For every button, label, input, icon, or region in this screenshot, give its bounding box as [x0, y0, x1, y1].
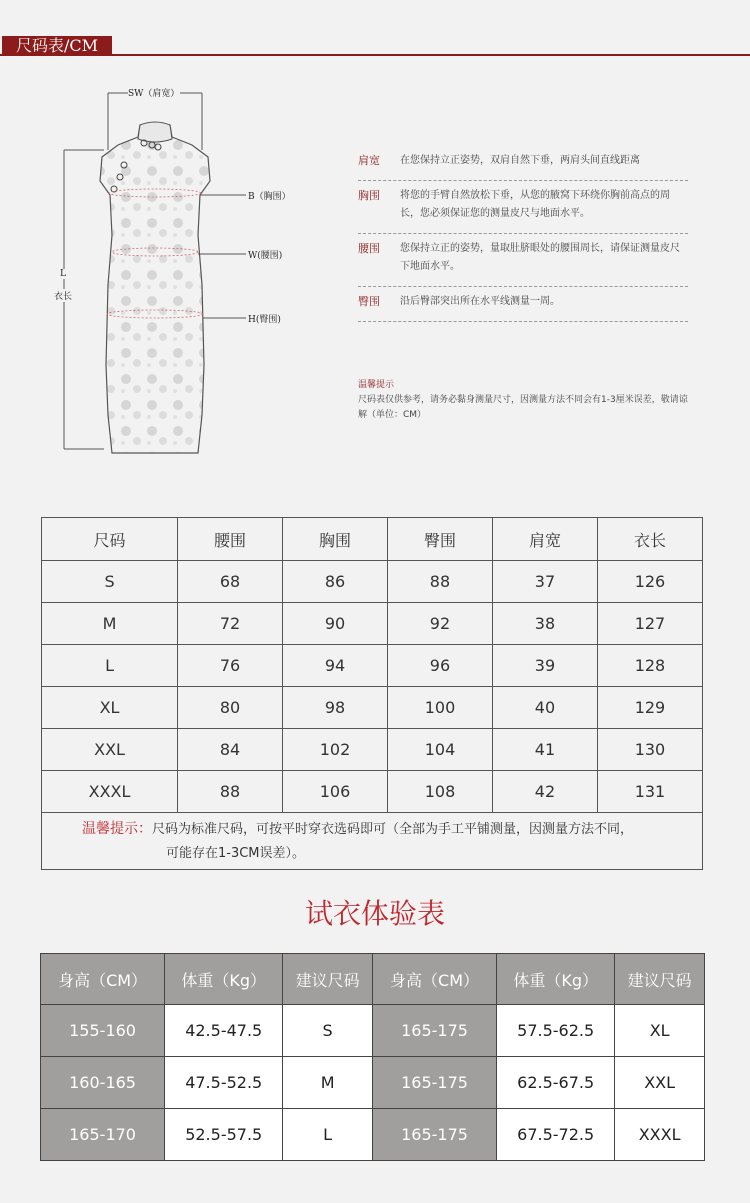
table-cell: 42 — [492, 771, 597, 813]
table-row — [42, 561, 703, 603]
note-lead: 温馨提示： — [82, 820, 152, 837]
table-cell: M — [42, 603, 178, 645]
header-cell: 身高（CM） — [372, 954, 496, 1005]
header-cell: 体重（Kg） — [165, 954, 283, 1005]
header-cell: 体重（Kg） — [497, 954, 615, 1005]
table-cell: 98 — [283, 687, 388, 729]
definition-term: 腰围 — [358, 242, 380, 255]
size-table — [41, 517, 703, 870]
tips-title: 温馨提示 — [358, 380, 395, 390]
tryon-title: 试衣体验表 — [304, 897, 445, 930]
table-cell: 88 — [178, 771, 283, 813]
section-title: 尺码表/CM — [2, 36, 112, 56]
table-cell: 130 — [597, 729, 702, 771]
definition-text: 将您的手臂自然放松下垂，从您的腋窝下环绕你胸前高点的周长，您必须保证您的测量皮尺与地面水平。 — [400, 190, 670, 219]
table-cell: L — [42, 645, 178, 687]
definition-text: 在您保持立正姿势，双肩自然下垂，两肩头间直线距离 — [400, 155, 640, 166]
definition-item — [358, 146, 688, 181]
tips-box — [358, 378, 688, 423]
header-divider — [0, 54, 750, 56]
header-cell: 身高（CM） — [41, 954, 165, 1005]
table-cell: XXXL — [42, 771, 178, 813]
definition-text: 沿后臀部突出所在水平线测量一周。 — [400, 296, 560, 307]
table-note — [42, 813, 703, 870]
table-header-row — [41, 954, 705, 1005]
table-cell: 102 — [283, 729, 388, 771]
definition-term: 胸围 — [358, 189, 380, 202]
definition-term: 肩宽 — [358, 154, 380, 167]
definition-text: 您保持立正的姿势，量取肚脐眼处的腰围周长，请保证测量皮尺下地面水平。 — [400, 243, 680, 272]
header-cell: 衣长 — [597, 518, 702, 561]
table-row — [42, 645, 703, 687]
definition-item — [358, 181, 688, 234]
length-desc: 衣长 — [54, 289, 72, 302]
note-text-2: 可能存在1-3CM误差）。 — [166, 845, 306, 861]
bust-label: B（胸围） — [248, 192, 291, 202]
table-cell: XL — [42, 687, 178, 729]
dress-illustration — [40, 85, 340, 465]
table-cell: 41 — [492, 729, 597, 771]
table-cell: 96 — [388, 645, 493, 687]
sw-label: SW（肩宽） — [128, 89, 180, 99]
table-cell: 47.5-52.5 — [165, 1057, 283, 1109]
table-cell: 52.5-57.5 — [165, 1109, 283, 1161]
header-cell: 肩宽 — [492, 518, 597, 561]
table-cell: 80 — [178, 687, 283, 729]
table-cell: 104 — [388, 729, 493, 771]
table-cell: 165-175 — [372, 1005, 496, 1057]
table-cell: 40 — [492, 687, 597, 729]
table-header-row — [42, 518, 703, 561]
tryon-table — [40, 953, 705, 1161]
table-cell: L — [283, 1109, 373, 1161]
table-cell: XXL — [42, 729, 178, 771]
table-cell: 38 — [492, 603, 597, 645]
table-cell: S — [283, 1005, 373, 1057]
table-cell: 129 — [597, 687, 702, 729]
table-cell: 100 — [388, 687, 493, 729]
table-row — [41, 1109, 705, 1161]
table-cell: 42.5-47.5 — [165, 1005, 283, 1057]
measurement-definitions — [358, 146, 688, 322]
header-cell: 腰围 — [178, 518, 283, 561]
table-cell: 84 — [178, 729, 283, 771]
table-cell: XXXL — [615, 1109, 705, 1161]
table-cell: 68 — [178, 561, 283, 603]
header-cell: 臀围 — [388, 518, 493, 561]
table-cell: 106 — [283, 771, 388, 813]
header-cell: 尺码 — [42, 518, 178, 561]
table-row — [42, 771, 703, 813]
table-cell: XL — [615, 1005, 705, 1057]
section-header — [0, 36, 750, 56]
definition-term: 臀围 — [358, 295, 380, 308]
table-cell: 165-170 — [41, 1109, 165, 1161]
table-cell: M — [283, 1057, 373, 1109]
table-cell: 128 — [597, 645, 702, 687]
table-row — [42, 729, 703, 771]
waist-label: W(腰围) — [248, 251, 283, 261]
table-row — [42, 687, 703, 729]
table-cell: 37 — [492, 561, 597, 603]
table-cell: 76 — [178, 645, 283, 687]
table-row — [41, 1057, 705, 1109]
length-label: L — [60, 269, 66, 279]
definition-item — [358, 287, 688, 322]
header-cell: 建议尺码 — [615, 954, 705, 1005]
table-cell: 160-165 — [41, 1057, 165, 1109]
note-text: 尺码为标准尺码，可按平时穿衣选码即可（全部为手工平铺测量，因测量方法不同， — [152, 821, 634, 837]
hip-label: H(臀围) — [248, 315, 281, 325]
table-row — [41, 1005, 705, 1057]
table-cell: 165-175 — [372, 1057, 496, 1109]
table-cell: 155-160 — [41, 1005, 165, 1057]
dress-diagram — [40, 85, 340, 465]
table-cell: 108 — [388, 771, 493, 813]
table-cell: 127 — [597, 603, 702, 645]
header-cell: 胸围 — [283, 518, 388, 561]
table-note-row — [42, 813, 703, 870]
table-cell: 86 — [283, 561, 388, 603]
table-cell: 67.5-72.5 — [497, 1109, 615, 1161]
table-cell: 92 — [388, 603, 493, 645]
table-cell: 57.5-62.5 — [497, 1005, 615, 1057]
table-cell: S — [42, 561, 178, 603]
table-cell: 126 — [597, 561, 702, 603]
table-cell: 39 — [492, 645, 597, 687]
table-row — [42, 603, 703, 645]
table-cell: 131 — [597, 771, 702, 813]
table-cell: 88 — [388, 561, 493, 603]
header-cell: 建议尺码 — [283, 954, 373, 1005]
definition-item — [358, 234, 688, 287]
table-cell: 165-175 — [372, 1109, 496, 1161]
table-cell: XXL — [615, 1057, 705, 1109]
table-cell: 62.5-67.5 — [497, 1057, 615, 1109]
table-cell: 90 — [283, 603, 388, 645]
table-cell: 94 — [283, 645, 388, 687]
tips-text: 尺码表仅供参考，请务必黏身测量尺寸，因测量方法不同会有1-3厘米误差，敬请谅解（单位：CM） — [358, 395, 688, 420]
table-cell: 72 — [178, 603, 283, 645]
